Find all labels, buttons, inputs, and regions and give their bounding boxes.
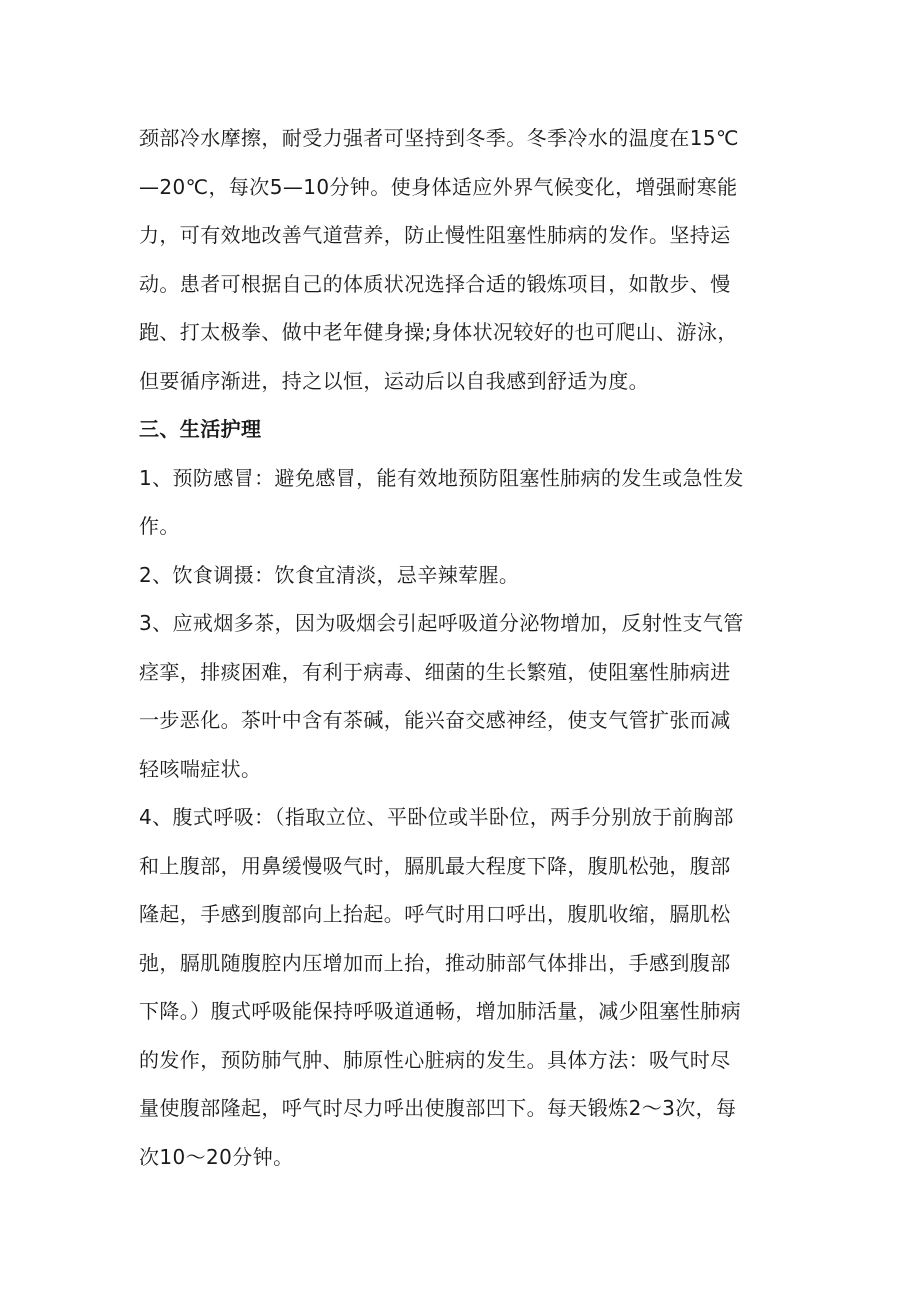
text-line: 颈部冷水摩擦，耐受力强者可坚持到冬季。冬季冷水的温度在15℃: [139, 126, 739, 150]
list-item-diet: [139, 551, 789, 600]
list-item-abdominal-breathing: [139, 793, 789, 1181]
section-heading: [139, 405, 789, 454]
text-line: 量使腹部隆起，呼气时尽力呼出使腹部凹下。每天锻炼2～3次，每: [139, 1096, 737, 1120]
text-line: 3、应戒烟多茶，因为吸烟会引起呼吸道分泌物增加，反射性支气管: [139, 611, 744, 635]
text-line: 一步恶化。茶叶中含有茶碱，能兴奋交感神经，使支气管扩张而减: [139, 708, 731, 732]
list-item-quit-smoking: [139, 599, 789, 793]
list-item-prevent-cold: [139, 454, 789, 551]
text-line: 和上腹部，用鼻缓慢吸气时，膈肌最大程度下降，腹肌松弛，腹部: [139, 853, 731, 878]
text-line: 次10～20分钟。: [139, 1144, 294, 1169]
text-line: 4、腹式呼吸：（指取立位、平卧位或半卧位，两手分别放于前胸部: [139, 805, 734, 829]
text-line: 2、饮食调摄：饮食宜清淡，忌辛辣荤腥。: [139, 562, 520, 587]
text-line: 1、预防感冒：避免感冒，能有效地预防阻塞性肺病的发生或急性发: [139, 465, 744, 490]
text-line: 隆起，手感到腹部向上抬起。呼气时用口呼出，腹肌收缩，膈肌松: [139, 902, 731, 926]
section-heading-text: 三、生活护理: [139, 417, 262, 441]
text-line: 下降。）腹式呼吸能保持呼吸道通畅，增加肺活量，减少阻塞性肺病: [139, 999, 741, 1023]
text-line: 弛，膈肌随腹腔内压增加而上抬，推动肺部气体排出，手感到腹部: [139, 950, 731, 975]
text-line: —20℃，每次5—10分钟。使身体适应外界气候变化，增强耐寒能: [139, 174, 738, 199]
text-line: 动。患者可根据自己的体质状况选择合适的锻炼项目，如散步、慢: [139, 271, 731, 296]
text-line: 跑、打太极拳、做中老年健身操;身体状况较好的也可爬山、游泳，: [139, 320, 738, 344]
paragraph-exercise: [139, 114, 789, 405]
text-line: 的发作，预防肺气肿、肺原性心脏病的发生。具体方法：吸气时尽: [139, 1047, 731, 1072]
text-line: 力，可有效地改善气道营养，防止慢性阻塞性肺病的发作。坚持运: [139, 223, 731, 247]
text-line: 但要循序渐进，持之以恒，运动后以自我感到舒适为度。: [139, 368, 649, 393]
text-line: 轻咳喘症状。: [139, 756, 262, 781]
document-body: [139, 114, 789, 1181]
text-line: 痉挛，排痰困难，有利于病毒、细菌的生长繁殖，使阻塞性肺病进: [139, 659, 731, 684]
text-line: 作。: [139, 514, 180, 538]
